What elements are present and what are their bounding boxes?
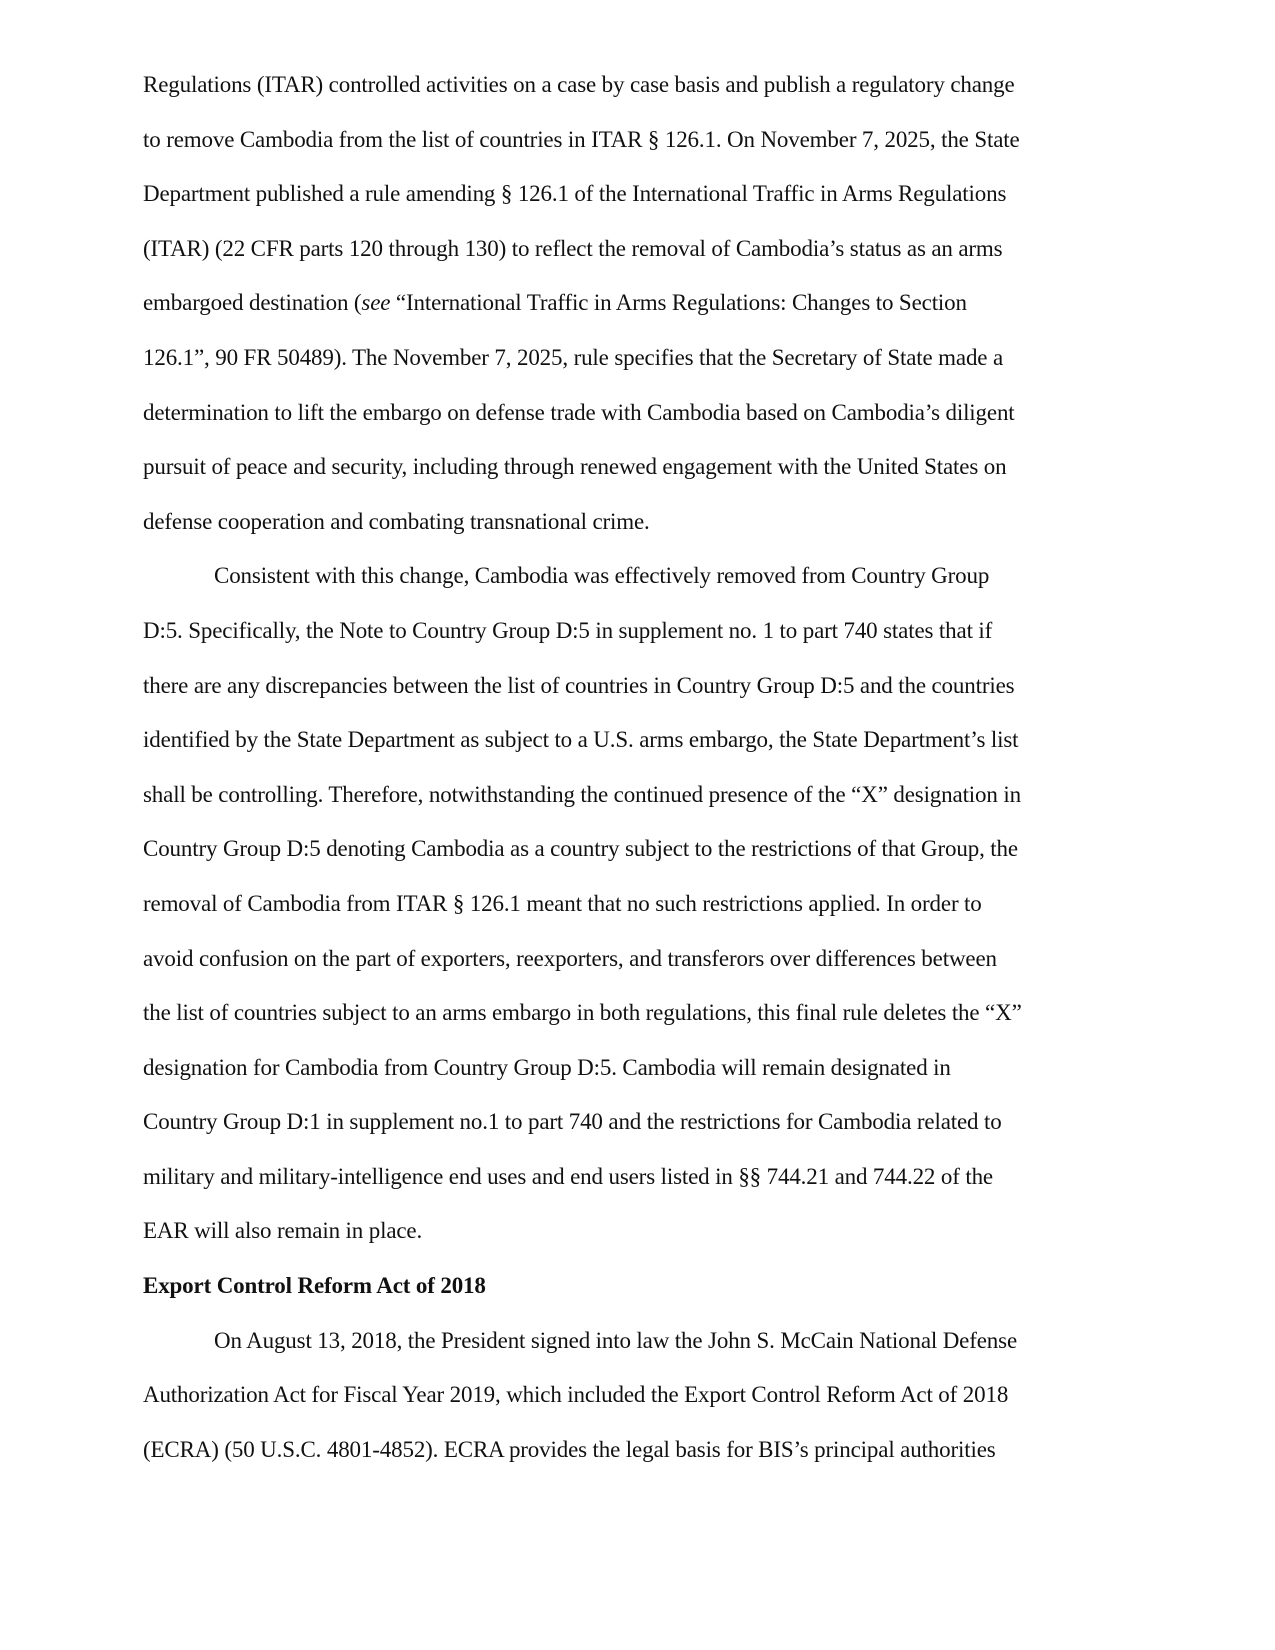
text-line: military and military-intelligence end uses and end users listed in §§ 744.21 and 744.22 of the: [143, 1163, 993, 1189]
text-segment: “International Traffic in Arms Regulations: Changes to Section: [390, 290, 967, 316]
text-line: there are any discrepancies between the list of countries in Country Group D:5 and the countries: [143, 672, 1015, 698]
text-line: identified by the State Department as subject to a U.S. arms embargo, the State Department’s list: [143, 727, 1019, 753]
paragraph-ecra: [143, 1318, 1073, 1482]
text-line: Regulations (ITAR) controlled activities on a case by case basis and publish a regulatory change: [143, 72, 1015, 97]
text-line: shall be controlling. Therefore, notwithstanding the continued presence of the “X” designation in: [143, 781, 1021, 807]
paragraph-itar-removal: [143, 62, 1073, 553]
text-line: designation for Cambodia from Country Group D:5. Cambodia will remain designated in: [143, 1054, 951, 1080]
text-line: pursuit of peace and security, including through renewed engagement with the United States on: [143, 454, 1007, 480]
document-page: [143, 62, 1073, 1481]
section-heading: Export Control Reform Act of 2018: [143, 1273, 486, 1299]
text-line: D:5. Specifically, the Note to Country Group D:5 in supplement no. 1 to part 740 states that if: [143, 617, 993, 643]
text-line: Consistent with this change, Cambodia was effectively removed from Country Group: [214, 563, 990, 589]
text-line: Department published a rule amending § 126.1 of the International Traffic in Arms Regulations: [143, 181, 1007, 207]
text-line: defense cooperation and combating transnational crime.: [143, 508, 650, 534]
italic-see: see: [361, 290, 391, 316]
text-line: Country Group D:5 denoting Cambodia as a country subject to the restrictions of that Group, the: [143, 836, 1018, 862]
text-line: removal of Cambodia from ITAR § 126.1 meant that no such restrictions applied. In order to: [143, 890, 982, 916]
text-segment: embargoed destination (: [143, 290, 362, 316]
text-line: EAR will also remain in place.: [143, 1218, 423, 1244]
text-line: the list of countries subject to an arms embargo in both regulations, this final rule deletes the “X”: [143, 1000, 1022, 1026]
text-line: (ITAR) (22 CFR parts 120 through 130) to reflect the removal of Cambodia’s status as an arms: [143, 235, 1003, 261]
text-line: (ECRA) (50 U.S.C. 4801-4852). ECRA provides the legal basis for BIS’s principal authorities: [143, 1436, 996, 1462]
text-line: to remove Cambodia from the list of countries in ITAR § 126.1. On November 7, 2025, the State: [143, 126, 1020, 152]
text-line: On August 13, 2018, the President signed into law the John S. McCain National Defense: [214, 1327, 1018, 1353]
text-line: Country Group D:1 in supplement no.1 to part 740 and the restrictions for Cambodia related to: [143, 1109, 1002, 1135]
text-line: Authorization Act for Fiscal Year 2019, which included the Export Control Reform Act of 2018: [143, 1382, 1009, 1408]
paragraph-country-group: [143, 553, 1073, 1263]
text-line: determination to lift the embargo on defense trade with Cambodia based on Cambodia’s diligent: [143, 399, 1015, 425]
text-line: avoid confusion on the part of exporters, reexporters, and transferors over differences between: [143, 945, 997, 971]
text-line: 126.1”, 90 FR 50489). The November 7, 2025, rule specifies that the Secretary of State made a: [143, 344, 1004, 370]
text-line: [143, 280, 1073, 335]
